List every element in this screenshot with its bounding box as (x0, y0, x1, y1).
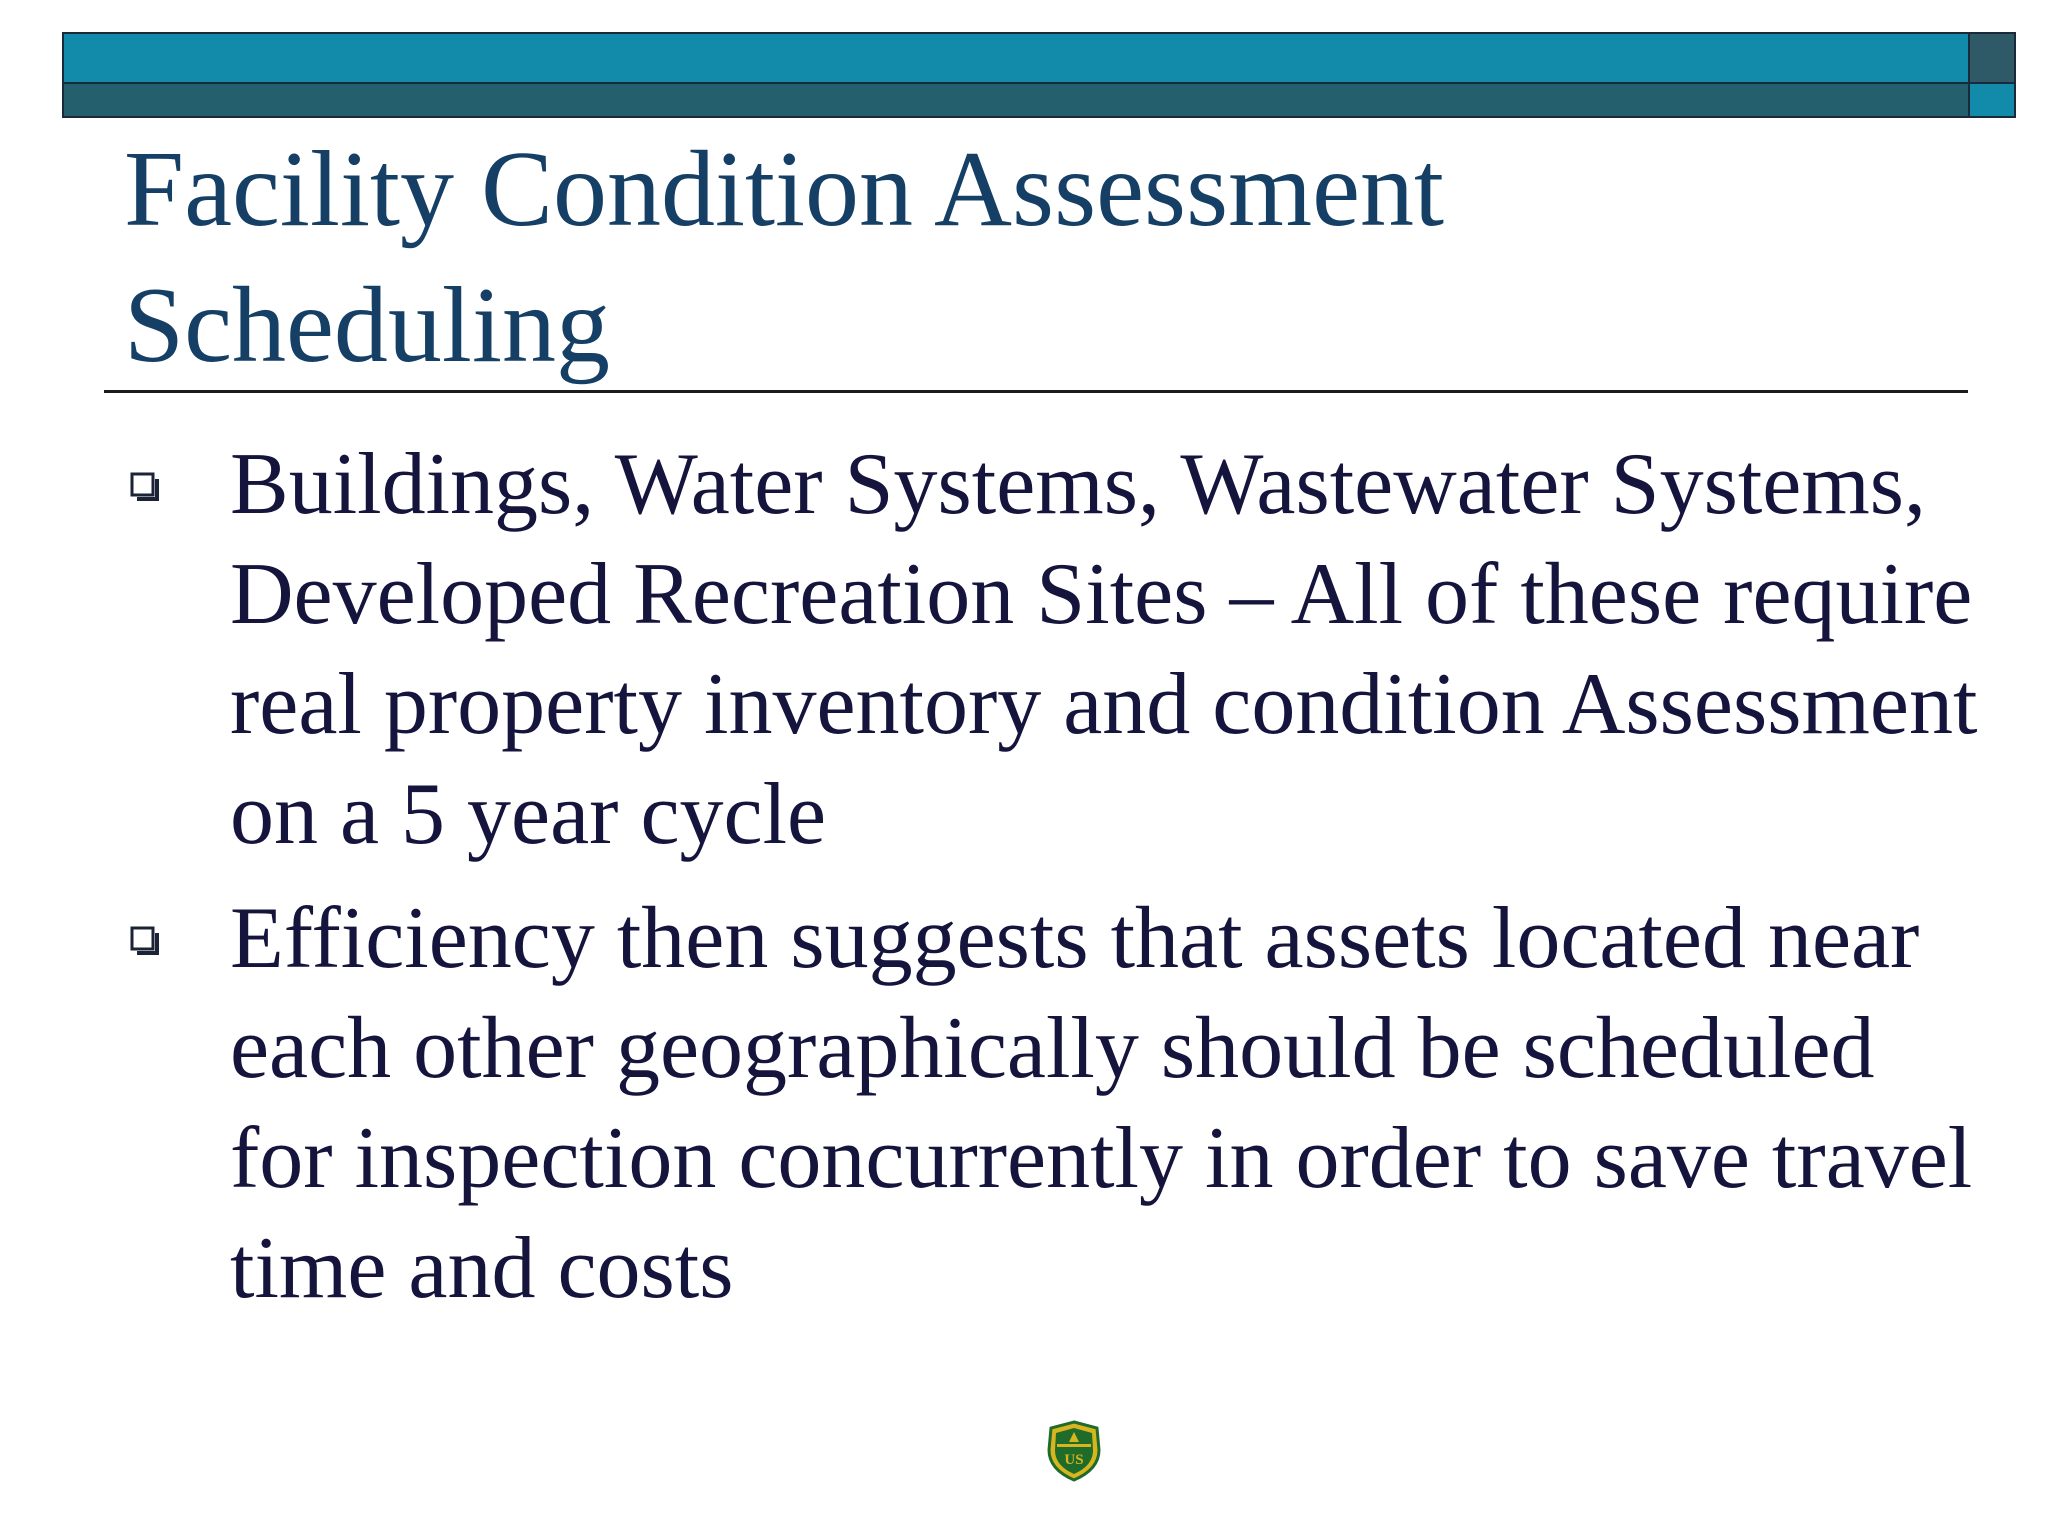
checkbox-bullet-icon (130, 472, 160, 502)
banner-bar-bottom (64, 84, 1968, 116)
slide-title (124, 122, 1944, 394)
bullet-item (124, 430, 1984, 870)
checkbox-bullet-icon (130, 926, 160, 956)
bullet-list (124, 430, 1984, 1338)
slide-title-line1: Facility Condition Assessment (124, 130, 1445, 249)
banner-corner-bottom (1968, 84, 2014, 116)
banner-bar-top (64, 34, 1968, 84)
usfs-shield-icon (1045, 1420, 1103, 1482)
bullet-text: Buildings, Water Systems, Wastewater Systems, Developed Recreation Sites – All of these require real property inventory and condition Assessment on a 5 year cycle (230, 436, 1978, 863)
bullet-item (124, 884, 1984, 1324)
header-banner (62, 32, 2016, 118)
banner-corner-top (1968, 34, 2014, 84)
title-divider (104, 390, 1968, 393)
logo-text: US (1064, 1452, 1084, 1468)
bullet-text: Efficiency then suggests that assets located near each other geographically should be scheduled for inspection concurrently in order to save travel time and costs (230, 890, 1973, 1317)
slide-title-line2: Scheduling (124, 266, 610, 385)
